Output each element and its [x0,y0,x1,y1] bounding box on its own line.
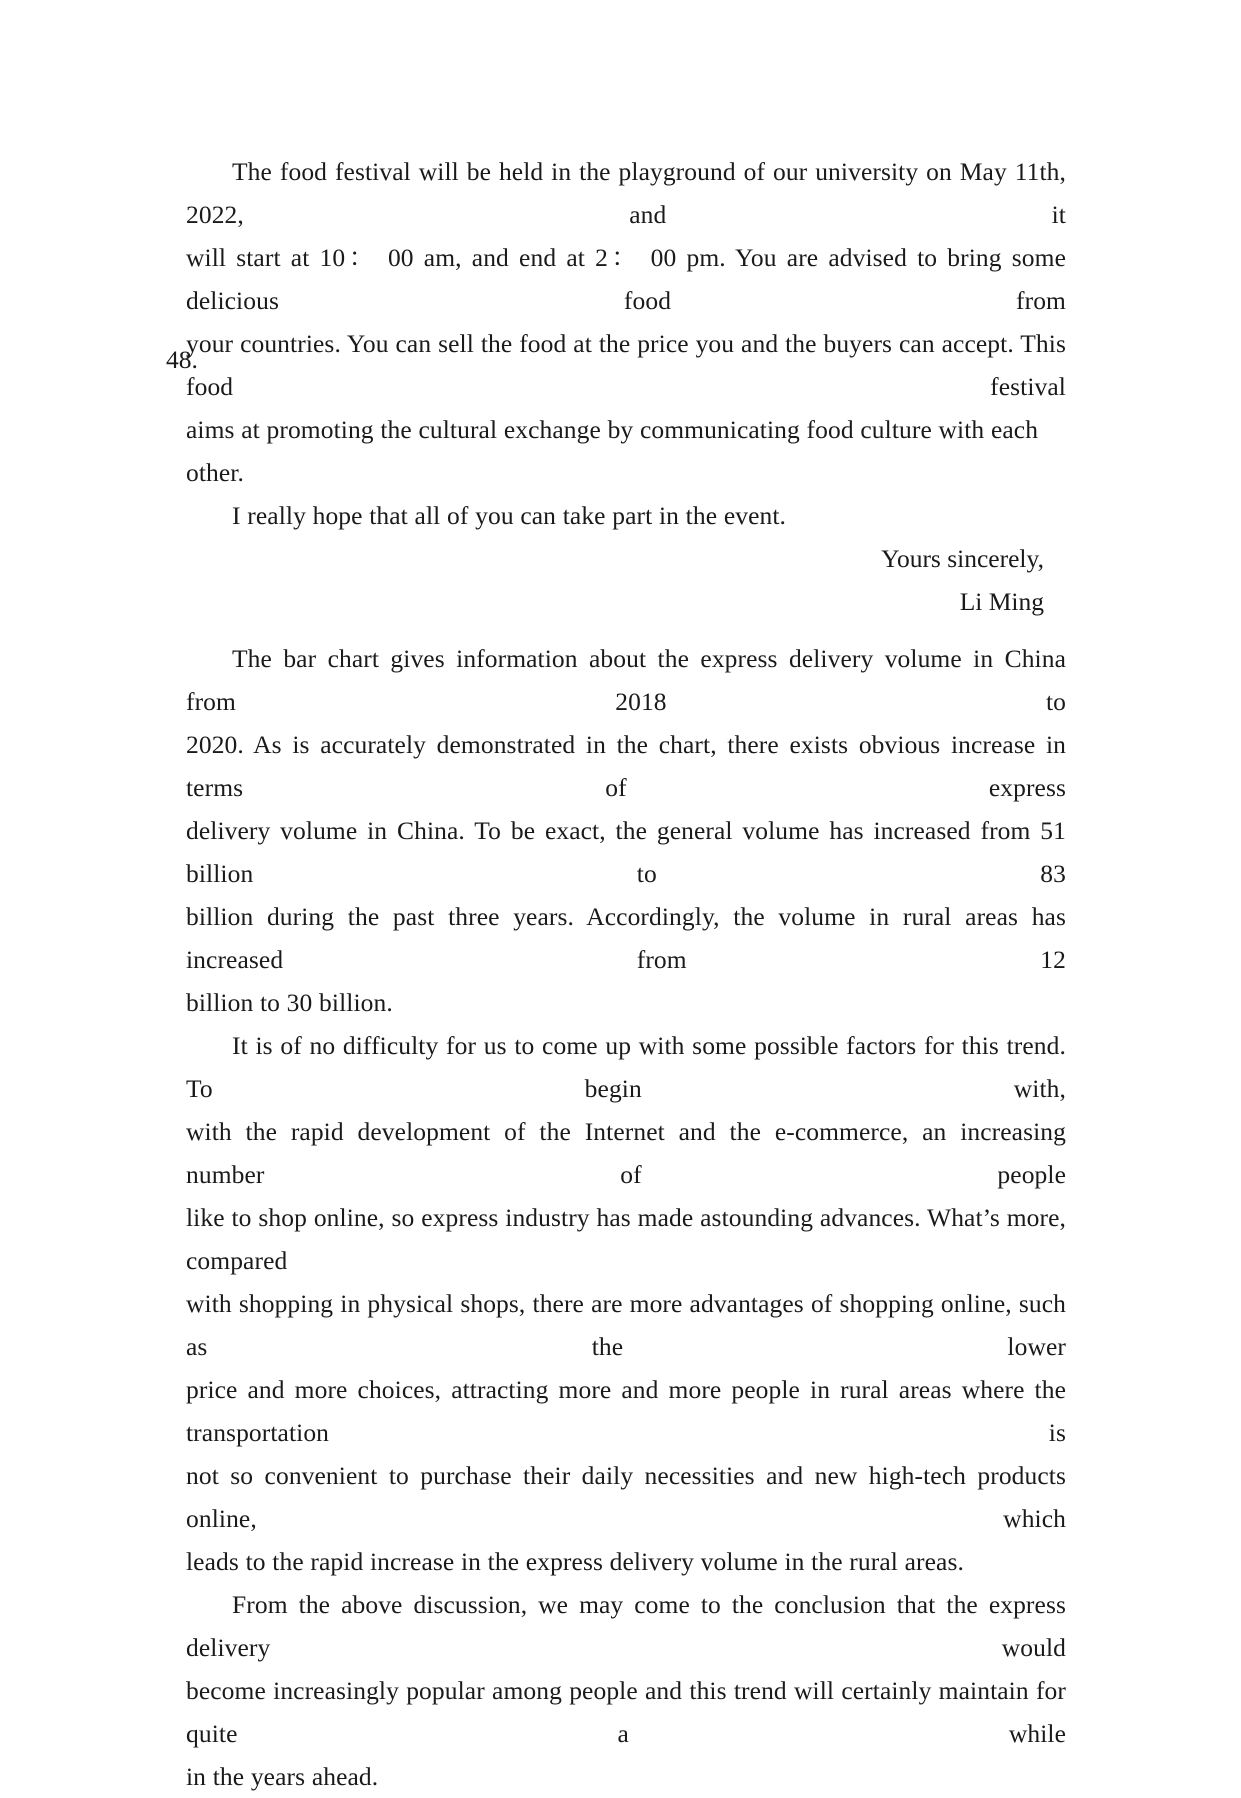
essay-p1-line-5: billion to 30 billion. [186,988,393,1017]
essay-paragraph-3 [186,1583,1073,1798]
letter-hope-line: I really hope that all of you can take part in the event. [232,501,787,530]
essay-paragraph-1 [186,637,1073,1024]
essay-p3-line-2: become increasingly popular among people and this trend will certainly maintain for quite a while [186,1676,1073,1748]
essay-p2-line-5: price and more choices, attracting more and more people in rural areas where the transportation is [186,1375,1073,1447]
letter-body-line-1: The food festival will be held in the playground of our university on May 11th, 2022, and it [186,157,1073,229]
essay-p2-line-1: It is of no difficulty for us to come up with some possible factors for this trend. To begin with, [186,1031,1073,1103]
essay-p3-line-3: in the years ahead. [186,1762,379,1791]
letter-body-line-3: your countries. You can sell the food at the price you and the buyers can accept. This food festival [186,329,1073,401]
essay-p2-line-4: with shopping in physical shops, there are more advantages of shopping online, such as the lower [186,1289,1073,1361]
letter-body-line-4: aims at promoting the cultural exchange by communicating food culture with each other. [186,415,1045,487]
essay-p1-line-4: billion during the past three years. Accordingly, the volume in rural areas has increased from 12 [186,902,1073,974]
question-number: 48. [166,345,198,374]
essay-p2-line-2: with the rapid development of the Internet and the e-commerce, an increasing number of people [186,1117,1073,1189]
letter-body-line-2: will start at 10： 00 am, and end at 2： 00 pm. You are advised to bring some delicious food from [186,243,1073,315]
section-spacer [186,623,1066,637]
letter-signature: Li Ming [959,587,1044,616]
essay-p1-line-3: delivery volume in China. To be exact, the general volume has increased from 51 billion to 83 [186,816,1073,888]
letter-body-paragraph [186,150,1073,494]
letter-closing: Yours sincerely, [881,544,1044,573]
essay-p3-line-1: From the above discussion, we may come to the conclusion that the express delivery would [186,1590,1073,1662]
essay-p2-line-6: not so convenient to purchase their daily necessities and new high-tech products online, which [186,1461,1073,1533]
document-text-column [186,150,1073,1798]
essay-p1-line-1: The bar chart gives information about the express delivery volume in China from 2018 to [186,644,1073,716]
essay-p2-line-3: like to shop online, so express industry has made astounding advances. What’s more, compared [186,1203,1073,1275]
letter-hope-paragraph [186,494,1066,537]
essay-paragraph-2 [186,1024,1073,1583]
essay-p2-line-7: leads to the rapid increase in the express delivery volume in the rural areas. [186,1547,964,1576]
essay-p1-line-2: 2020. As is accurately demonstrated in the chart, there exists obvious increase in terms of express [186,730,1073,802]
